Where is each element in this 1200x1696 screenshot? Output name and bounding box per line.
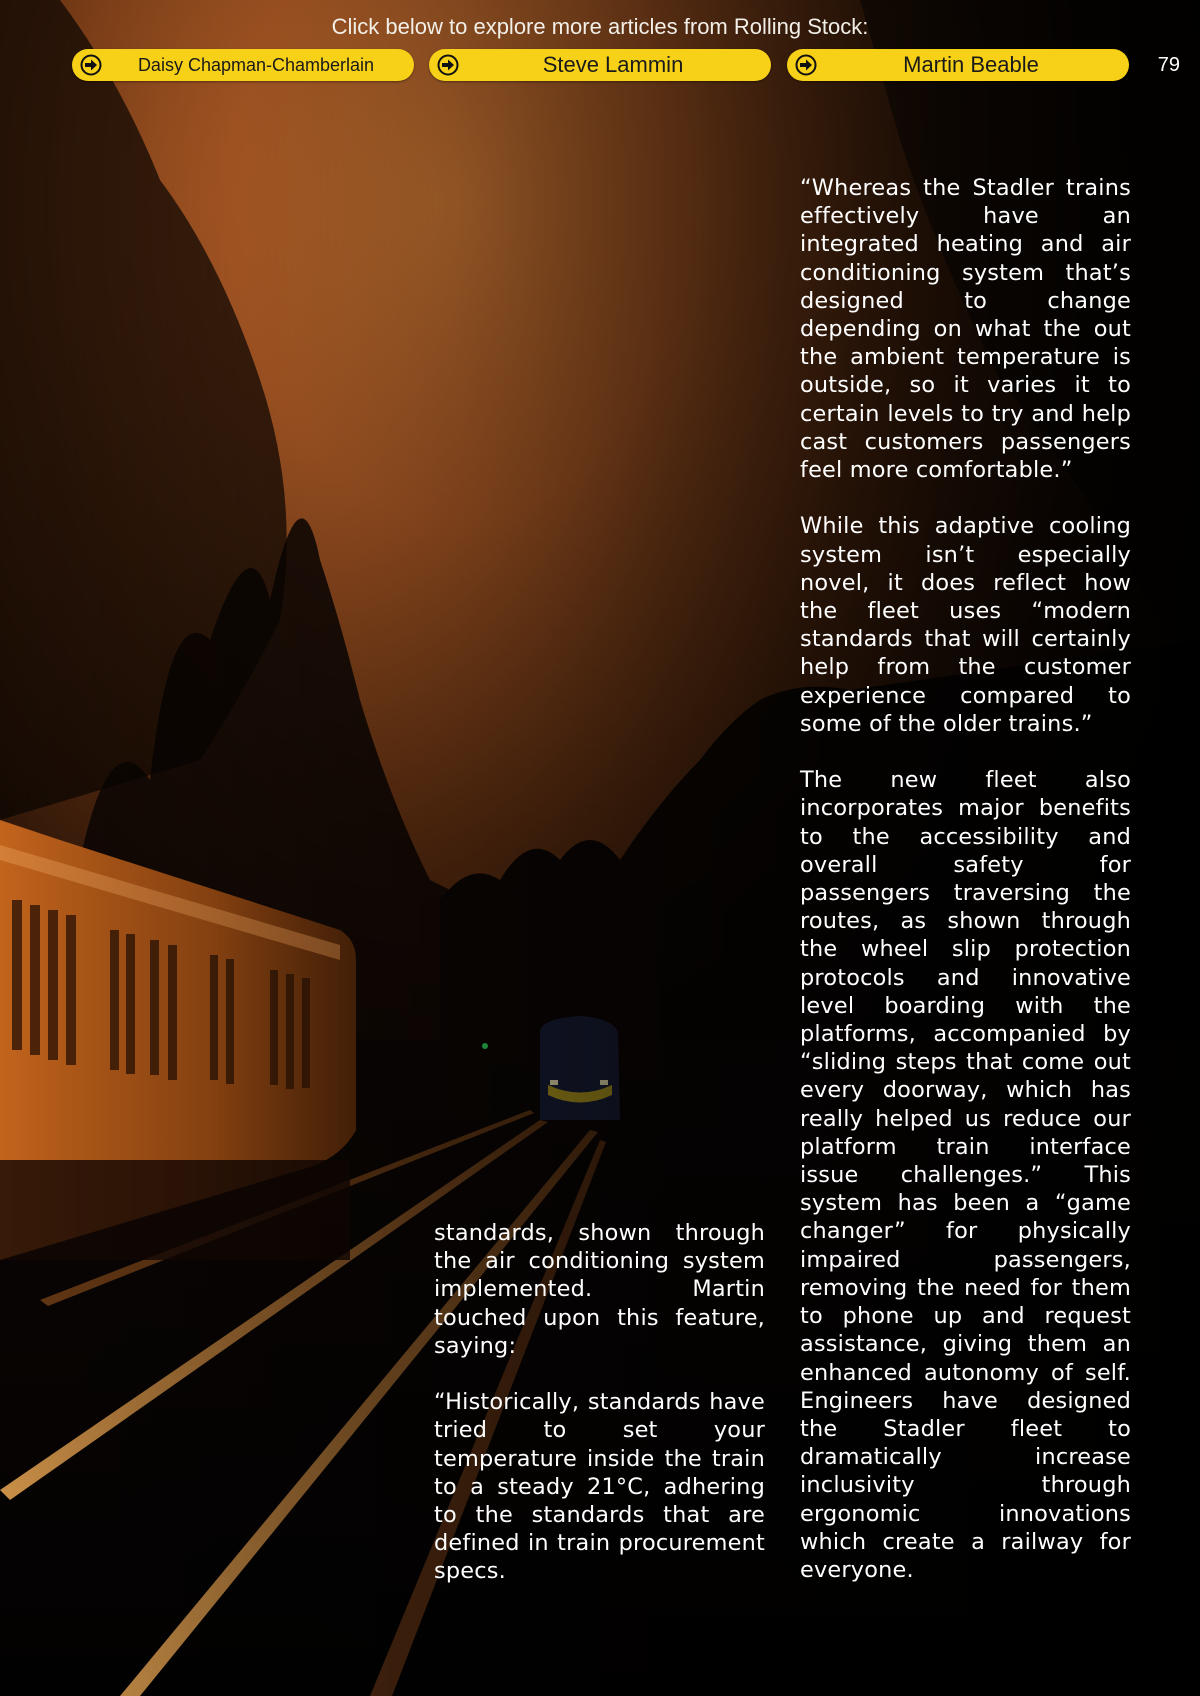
article-paragraph: standards, shown through the air conditioning system implemented. Martin touched upon this feature, saying: [434,1220,765,1359]
arrow-right-circle-icon [437,54,459,76]
article-column-left [434,1219,765,1586]
article-paragraph: The new fleet also incorporates major benefits to the accessibility and overall safety for passengers traversing the routes, as shown through the wheel slip protection protocols and innovative level boarding with the platforms, accompanied by “sliding steps that come out every doorway, which has really helped us reduce our platform train interface issue challenges.” This system has been a “game changer” for physically impaired passengers, removing the need for them to phone up and request assistance, giving them an enhanced autonomy of self. Engineers have designed the Stadler fleet to dramatically increase inclusivity through ergonomic innovations which create a railway for everyone. [800,767,1131,1583]
arrow-right-circle-icon [795,54,817,76]
article-paragraph: “Whereas the Stadler trains effectively have an integrated heating and air conditioning system that’s designed to change depending on what the out the ambient temperature is outside, so it varies it to certain levels to try and help cast customers passengers feel more comfortable.” [800,175,1131,484]
article-paragraph: “Historically, standards have tried to set your temperature inside the train to a steady 21°C, adhering to the standards that are defined in train procurement specs. [434,1389,765,1585]
article-link-label: Daisy Chapman-Chamberlain [137,54,375,75]
article-paragraph: While this adaptive cooling system isn’t especially novel, it does reflect how the fleet uses “modern standards that will certainly help from the customer experience compared to some of the older trains.” [800,513,1131,737]
article-column-right [800,174,1131,1584]
arrow-right-circle-icon [80,54,102,76]
article-link-daisy-chapman-chamberlain[interactable] [72,49,414,81]
page-number: 79 [1157,54,1180,76]
article-link-martin-beable[interactable] [787,49,1129,81]
article-link-steve-lammin[interactable] [429,49,771,81]
article-link-label: Steve Lammin [542,52,684,77]
article-link-label: Martin Beable [903,52,1039,77]
explore-articles-prompt: Click below to explore more articles from Rolling Stock: [331,14,869,39]
